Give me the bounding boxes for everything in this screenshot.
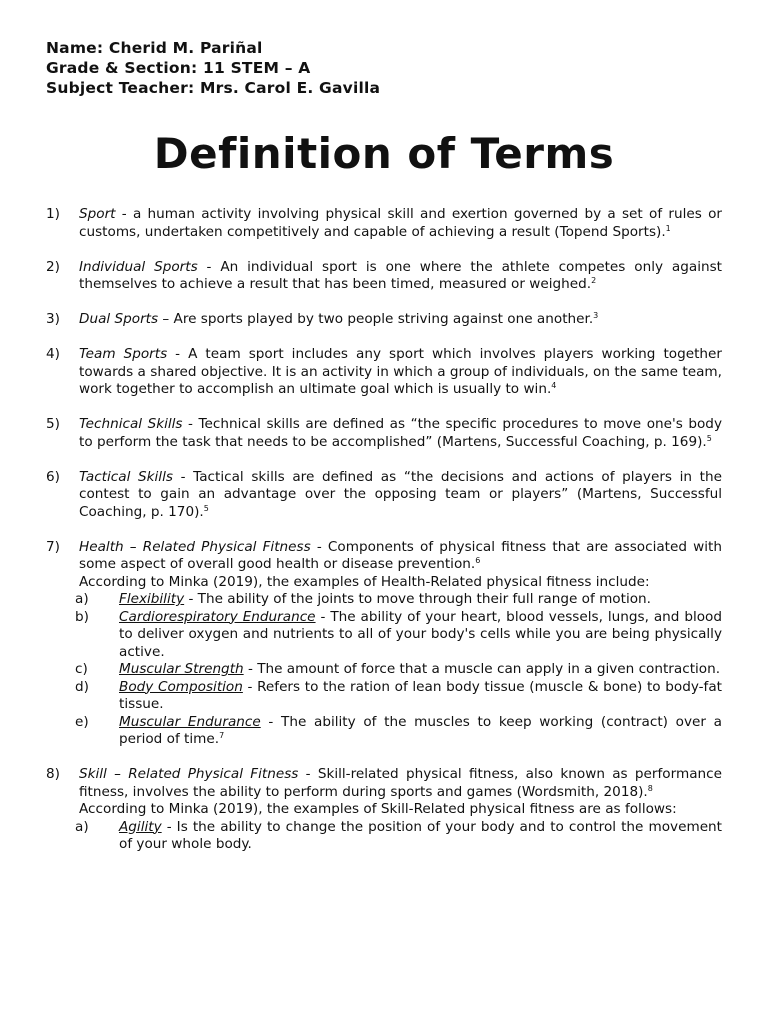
sub-term-name: Body Composition <box>119 678 243 695</box>
footnote-ref: 5 <box>203 503 209 513</box>
sub-term-definition: - Is the ability to change the position of your body and to control the movement of your whole body. <box>119 818 722 852</box>
item-number: 6) <box>46 468 60 485</box>
term-name: Individual Sports <box>79 258 198 275</box>
terms-list <box>46 206 722 854</box>
term-item-4 <box>46 346 722 399</box>
student-info-header <box>46 38 380 98</box>
sub-term-name: Muscular Strength <box>119 661 244 677</box>
item-number: 4) <box>46 346 60 362</box>
item-number: 1) <box>46 206 60 222</box>
skill-fitness-examples <box>46 819 722 854</box>
subject-teacher: Subject Teacher: Mrs. Carol E. Gavilla <box>46 79 381 97</box>
sub-item-body-composition <box>46 679 722 714</box>
examples-intro: According to Minka (2019), the examples of Skill-Related physical fitness are as follows: <box>79 801 677 817</box>
sub-term-definition: - The amount of force that a muscle can apply in a given contraction. <box>243 661 721 677</box>
sub-term-name: Flexibility <box>119 591 185 607</box>
sub-term-definition: - The ability of your heart, blood vessels, lungs, and blood to deliver oxygen and nutrients to all of your body's cells while you are being physically active. <box>119 608 723 660</box>
term-item-5 <box>46 416 722 451</box>
term-name: Dual Sports <box>79 311 159 327</box>
footnote-ref: 5 <box>706 433 712 443</box>
item-number: 8) <box>46 766 60 782</box>
sub-term-definition: - Refers to the ration of lean body tissue (muscle & bone) to body-fat tissue. <box>119 678 722 712</box>
grade-section: Grade & Section: 11 STEM – A <box>46 59 311 77</box>
sub-term-name: Muscular Endurance <box>119 713 261 730</box>
item-number: 2) <box>46 258 60 275</box>
term-definition: - Tactical skills are defined as “the decisions and actions of players in the contest to gain an advantage over the opposing team or players” (Martens, Successful Coaching, p. 170). <box>79 468 722 520</box>
term-name: Technical Skills <box>79 416 183 432</box>
term-item-8 <box>46 766 722 819</box>
term-item-7 <box>46 539 722 592</box>
sub-term-name: Cardiorespiratory Endurance <box>119 608 316 625</box>
item-number: 7) <box>46 538 60 555</box>
term-definition: - Technical skills are defined as “the specific procedures to move one's body to perform the task that needs to be accomplished” (Martens, Successful Coaching, p. 169). <box>79 416 722 450</box>
footnote-ref: 4 <box>551 381 557 390</box>
sub-item-agility <box>46 819 722 854</box>
sub-item-letter: a) <box>75 591 89 607</box>
sub-term-definition: - The ability of the joints to move through their full range of motion. <box>184 591 651 607</box>
footnote-ref: 6 <box>475 556 481 565</box>
term-definition: – Are sports played by two people striving against one another. <box>158 311 594 327</box>
sub-item-letter: b) <box>75 608 89 625</box>
term-item-2 <box>46 259 722 294</box>
footnote-ref: 2 <box>591 276 597 285</box>
term-item-6 <box>46 469 722 522</box>
page-title: Definition of Terms <box>153 129 615 178</box>
examples-intro: According to Minka (2019), the examples of Health-Related physical fitness include: <box>79 573 650 590</box>
student-name: Name: Cherid M. Pariñal <box>46 39 263 57</box>
term-definition: - Skill-related physical fitness, also known as performance fitness, involves the ability to perform during sports and games (Wordsmith, 2018). <box>79 766 722 800</box>
sub-item-flexibility <box>46 591 722 609</box>
term-name: Sport <box>79 206 116 222</box>
sub-item-letter: a) <box>75 818 89 835</box>
sub-item-muscular-endurance <box>46 714 722 749</box>
term-definition: - Components of physical fitness that are associated with some aspect of overall good health or disease prevention. <box>79 538 722 572</box>
sub-item-letter: d) <box>75 678 89 695</box>
item-number: 5) <box>46 416 60 432</box>
term-definition: - An individual sport is one where the athlete competes only against themselves to achieve a result that has been timed, measured or weighed. <box>79 258 722 292</box>
term-item-3 <box>46 311 722 329</box>
health-fitness-examples <box>46 591 722 749</box>
sub-term-definition: - The ability of the muscles to keep working (contract) over a period of time. <box>119 713 722 747</box>
footnote-ref: 3 <box>593 311 599 320</box>
footnote-ref: 7 <box>219 731 225 740</box>
item-number: 3) <box>46 311 60 327</box>
sub-item-letter: e) <box>75 713 89 730</box>
term-name: Health – Related Physical Fitness <box>79 538 311 555</box>
term-definition: - A team sport includes any sport which involves players working together towards a shared objective. It is an activity in which a group of individuals, on the same team, work together to accomplish an ultimate goal which is usually to win. <box>79 346 722 397</box>
term-definition: - a human activity involving physical skill and exertion governed by a set of rules or customs, undertaken competitively and capable of achieving a result (Topend Sports). <box>79 206 722 240</box>
term-name: Tactical Skills <box>79 468 173 485</box>
term-name: Team Sports <box>79 346 168 362</box>
sub-item-muscular-strength <box>46 661 722 679</box>
sub-item-cardiorespiratory-endurance <box>46 609 722 662</box>
sub-item-letter: c) <box>75 661 88 677</box>
term-item-1 <box>46 206 722 241</box>
footnote-ref: 1 <box>665 223 671 233</box>
sub-term-name: Agility <box>119 818 162 835</box>
term-name: Skill – Related Physical Fitness <box>79 766 299 782</box>
footnote-ref: 8 <box>647 783 653 793</box>
